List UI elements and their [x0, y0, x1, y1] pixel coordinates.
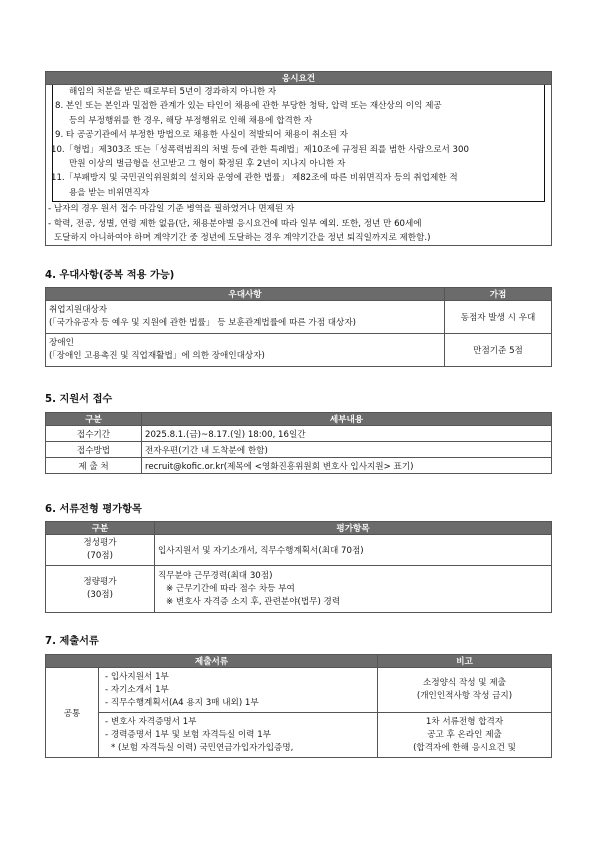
- req-outer-line: 도달하지 아니하여야 하며 계약기간 중 정년에 도달하는 경우 계약기간을 정년 퇴직일까지로 제한함.): [54, 233, 431, 244]
- preference-section: [45, 287, 552, 367]
- documents-col-header: 제출서류: [46, 655, 378, 668]
- req-outer-line: - 남자의 경우 원서 접수 마감일 기준 병역을 필하였거나 면제된 자: [48, 204, 295, 215]
- row-label: 접수방법: [46, 442, 142, 458]
- criteria-value: 입사지원서 및 자기소개서, 직무수행계획서(최대 70점): [155, 535, 552, 566]
- remark-line: 소정양식 작성 및 제출: [423, 678, 506, 688]
- criteria-note: ※ 근무기간에 따라 점수 차등 부여: [166, 583, 295, 594]
- criteria-col-header: 평가항목: [155, 522, 552, 535]
- remark-line: 공고 후 온라인 제출: [427, 729, 502, 740]
- requirements-header: 응시요건: [46, 72, 552, 85]
- category-score: (30점): [87, 590, 113, 600]
- document-item: - 자기소개서 1부: [105, 684, 169, 695]
- section-4-title: 4. 우대사항(중복 적용 가능): [45, 270, 175, 281]
- section-6-title: 6. 서류전형 평가항목: [45, 504, 142, 515]
- table-row: [46, 566, 552, 613]
- category-label: 정량평가: [83, 577, 117, 587]
- table-row: [46, 301, 552, 334]
- evaluation-section: [45, 521, 552, 613]
- table-row: [46, 535, 552, 566]
- req-line: 해임의 처분을 받은 때로부터 5년이 경과하지 아니한 자: [69, 87, 277, 97]
- req-line: 등의 부정행위를 한 경우, 해당 부정행위로 인해 채용에 합격한 자: [69, 115, 313, 126]
- section-5-title: 5. 지원서 접수: [45, 394, 113, 405]
- table-row: [46, 442, 552, 458]
- row-value: recruit@kofic.or.kr(제목에 <영화진흥위원회 변호사 입사지원> 표기): [142, 458, 552, 474]
- evaluation-table: [45, 521, 552, 613]
- documents-section: [45, 654, 552, 758]
- table-row: [46, 668, 552, 713]
- req-line: 만원 이상의 벌금형을 선고받고 그 형이 확정된 후 2년이 지나지 아니한 자: [69, 159, 346, 170]
- category-col-header: 구분: [46, 413, 142, 426]
- table-row: [46, 426, 552, 442]
- row-label: 접수기간: [46, 426, 142, 442]
- req-line: 9. 타 공공기관에서 부정한 방법으로 채용한 사실이 적발되어 채용이 취소된 자: [55, 130, 348, 141]
- document-item: - 변호사 자격증명서 1부: [105, 716, 197, 727]
- req-outer-line: - 학력, 전공, 성별, 연령 제한 없음(단, 채용분야별 응시요건에 따라 일부 예외. 또한, 정년 만 60세에: [48, 218, 422, 229]
- req-line: 용을 받는 비위면직자: [69, 187, 150, 198]
- requirements-table: [45, 71, 552, 85]
- document-item: - 직무수행계획서(A4 용지 3매 내외) 1부: [105, 697, 259, 708]
- preference-points: 동점자 발생 시 우대: [445, 301, 552, 334]
- detail-col-header: 세부내용: [142, 413, 552, 426]
- requirements-body: [45, 85, 552, 246]
- req-line: 10.「형법」제303조 또는「성폭력범죄의 처벌 등에 관한 특례법」제10조에 규정된 죄를 범한 사람으로서 300: [51, 144, 469, 155]
- table-row: [46, 713, 552, 758]
- application-section: [45, 412, 552, 474]
- row-value: 전자우편(기간 내 도착분에 한함): [142, 442, 552, 458]
- preference-detail: (「장애인 고용촉진 및 직업재활법」에 의한 장애인대상자): [49, 351, 265, 361]
- row-label: 제 출 처: [46, 458, 142, 474]
- group-label: 공통: [46, 668, 99, 758]
- row-value: 2025.8.1.(금)~8.17.(일) 18:00, 16일간: [142, 426, 552, 442]
- document-item: - 경력증명서 1부 및 보험 자격득실 이력 1부: [105, 729, 271, 740]
- document-note: * (보험 자격득실 이력) 국민연금가입자가입증명,: [111, 742, 294, 753]
- category-col-header: 구분: [46, 522, 155, 535]
- section-7-title: 7. 제출서류: [45, 636, 99, 647]
- remark-line: 1차 서류전형 합격자: [425, 716, 504, 727]
- remark-line: (개인인적사항 작성 금지): [416, 691, 513, 701]
- documents-table: [45, 654, 552, 758]
- category-label: 정성평가: [83, 538, 117, 548]
- table-row: [46, 458, 552, 474]
- criteria-value: 직무분야 근무경력(최대 30점): [158, 570, 273, 581]
- points-col-header: 가점: [445, 288, 552, 301]
- preference-table: [45, 287, 552, 367]
- remark-line: (합격자에 한해 응시요건 및: [413, 742, 516, 753]
- table-row: [46, 334, 552, 367]
- preference-title: 취업지원대상자: [49, 305, 108, 315]
- remarks-col-header: 비고: [378, 655, 552, 668]
- preference-title: 장애인: [49, 338, 74, 348]
- req-line: 11.「부패방지 및 국민권익위원회의 설치와 운영에 관한 법률」 제82조에 따른 비위면직자 등의 취업제한 적: [51, 173, 458, 184]
- req-line: 8. 본인 또는 본인과 밀접한 관계가 있는 타인이 채용에 관한 부당한 청탁, 압력 또는 재산상의 이익 제공: [55, 101, 442, 112]
- preference-points: 만점기준 5점: [445, 334, 552, 367]
- application-table: [45, 412, 552, 474]
- requirements-section: [45, 71, 552, 246]
- disqualification-box: [52, 85, 545, 202]
- category-score: (70점): [87, 551, 113, 561]
- preference-col-header: 우대사항: [46, 288, 445, 301]
- criteria-note: ※ 변호사 자격증 소지 후, 관련분야(법무) 경력: [166, 596, 341, 607]
- preference-detail: (「국가유공자 등 예우 및 지원에 관한 법률」 등 보훈관계법률에 따른 가점 대상자): [49, 318, 356, 328]
- document-item: - 입사지원서 1부: [105, 671, 169, 682]
